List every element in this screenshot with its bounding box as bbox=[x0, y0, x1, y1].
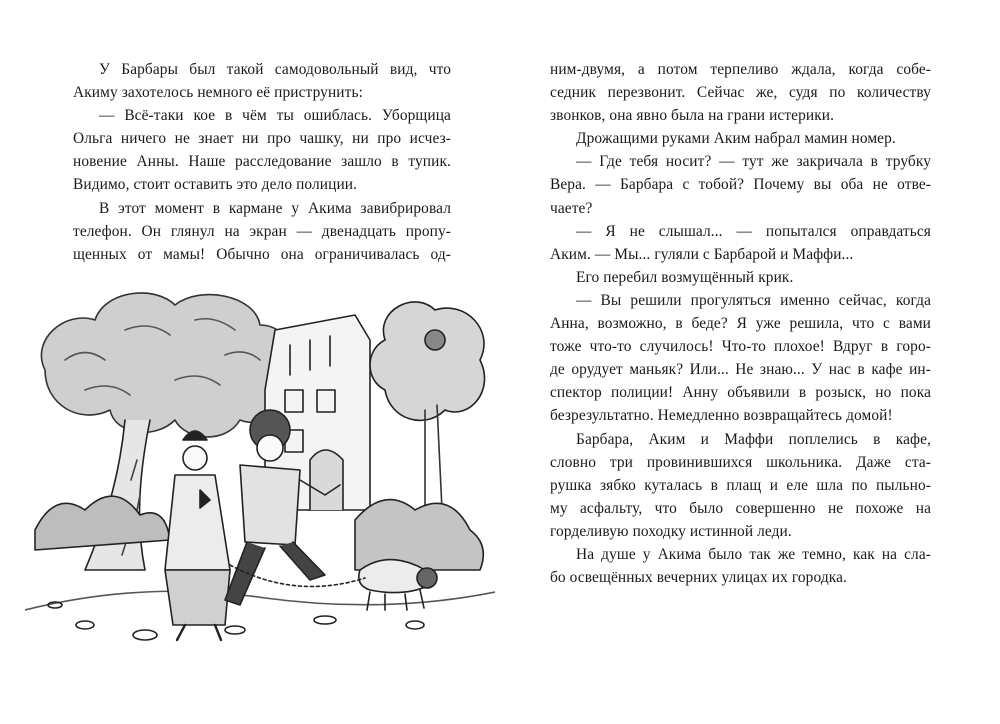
text-line: де орудует маньяк? Или... Не знаю... У нас в кафе ин- bbox=[550, 361, 931, 379]
text-line: новение Анны. Наше расследование зашло в тупик. bbox=[73, 153, 451, 171]
text-line: Его перебил возмущённый крик. bbox=[576, 268, 794, 286]
bush-right bbox=[355, 500, 483, 570]
text-line: му асфальту, что было совершенно не похоже на bbox=[550, 499, 931, 517]
text-line: словно три провинившихся школьника. Даже ста- bbox=[550, 453, 931, 471]
text-line: седник перезвонит. Сейчас же, судя по количеству bbox=[550, 84, 931, 102]
bush-left bbox=[35, 496, 170, 550]
text-line: Вера. — Барбара с тобой? Почему вы оба не отве- bbox=[550, 176, 931, 194]
text-line: звонков, она явно была на грани истерики. bbox=[550, 107, 835, 125]
text-line: бо освещённых вечерних улицах их городка. bbox=[550, 569, 847, 587]
text-line: Аким. — Мы... гуляли с Барбарой и Маффи... bbox=[550, 245, 854, 263]
text-line: горделивую походку истинной леди. bbox=[550, 522, 792, 540]
right-text-column bbox=[550, 58, 931, 589]
text-line: — Где тебя носит? — тут же закричала в трубку bbox=[576, 153, 931, 171]
barbara-figure bbox=[165, 431, 230, 640]
text-line: Ольга ничего не знает ни про чашку, ни про исчез- bbox=[73, 130, 451, 148]
maffi-dog-figure bbox=[230, 560, 437, 610]
text-line: Барбара, Аким и Маффи поплелись в кафе, bbox=[576, 430, 931, 448]
street-walk-illustration bbox=[25, 280, 495, 660]
text-line: Дрожащими руками Аким набрал мамин номер. bbox=[576, 130, 896, 148]
right-page bbox=[500, 0, 1000, 724]
text-line: рушка зябко куталась в плащ и еле шла по пыльно- bbox=[550, 476, 931, 494]
text-line: — Всё-таки кое в чём ты ошиблась. Уборщица bbox=[99, 107, 451, 125]
text-line: спектор полиции! Анну объявили в розыск, но пока bbox=[550, 384, 931, 402]
text-line: ним-двумя, а потом терпеливо ждала, когда собе- bbox=[550, 61, 931, 78]
text-line: чаете? bbox=[550, 199, 593, 217]
text-line: Акиму захотелось немного её приструнить: bbox=[73, 84, 363, 102]
tree-crown-right bbox=[370, 302, 485, 420]
text-line: безрезультатно. Немедленно возвращайтесь домой! bbox=[550, 407, 893, 425]
tree-crown-left bbox=[41, 293, 290, 437]
text-line: Видимо, стоит оставить это дело полиции. bbox=[73, 176, 358, 194]
text-line: Анна, возможно, в беде? Я уже решила, что с вами bbox=[550, 315, 931, 333]
arched-doorway bbox=[310, 450, 343, 510]
left-text-column bbox=[73, 58, 451, 266]
text-line: У Барбары был такой самодовольный вид, что bbox=[99, 61, 451, 78]
text-line: В этот момент в кармане у Акима завибрировал bbox=[99, 199, 451, 217]
text-line: — Я не слышал... — попытался оправдаться bbox=[576, 222, 931, 240]
text-line: тоже что-то случилось! Что-то плохое! Вдруг в горо- bbox=[550, 338, 931, 356]
text-line: телефон. Он глянул на экран — двенадцать пропу- bbox=[73, 222, 451, 240]
text-line: — Вы решили прогуляться именно сейчас, когда bbox=[576, 291, 931, 309]
text-line: На душе у Акима было так же темно, как на сла- bbox=[576, 545, 931, 563]
text-line: щенных от мамы! Обычно она ограничивалась од- bbox=[73, 245, 451, 263]
